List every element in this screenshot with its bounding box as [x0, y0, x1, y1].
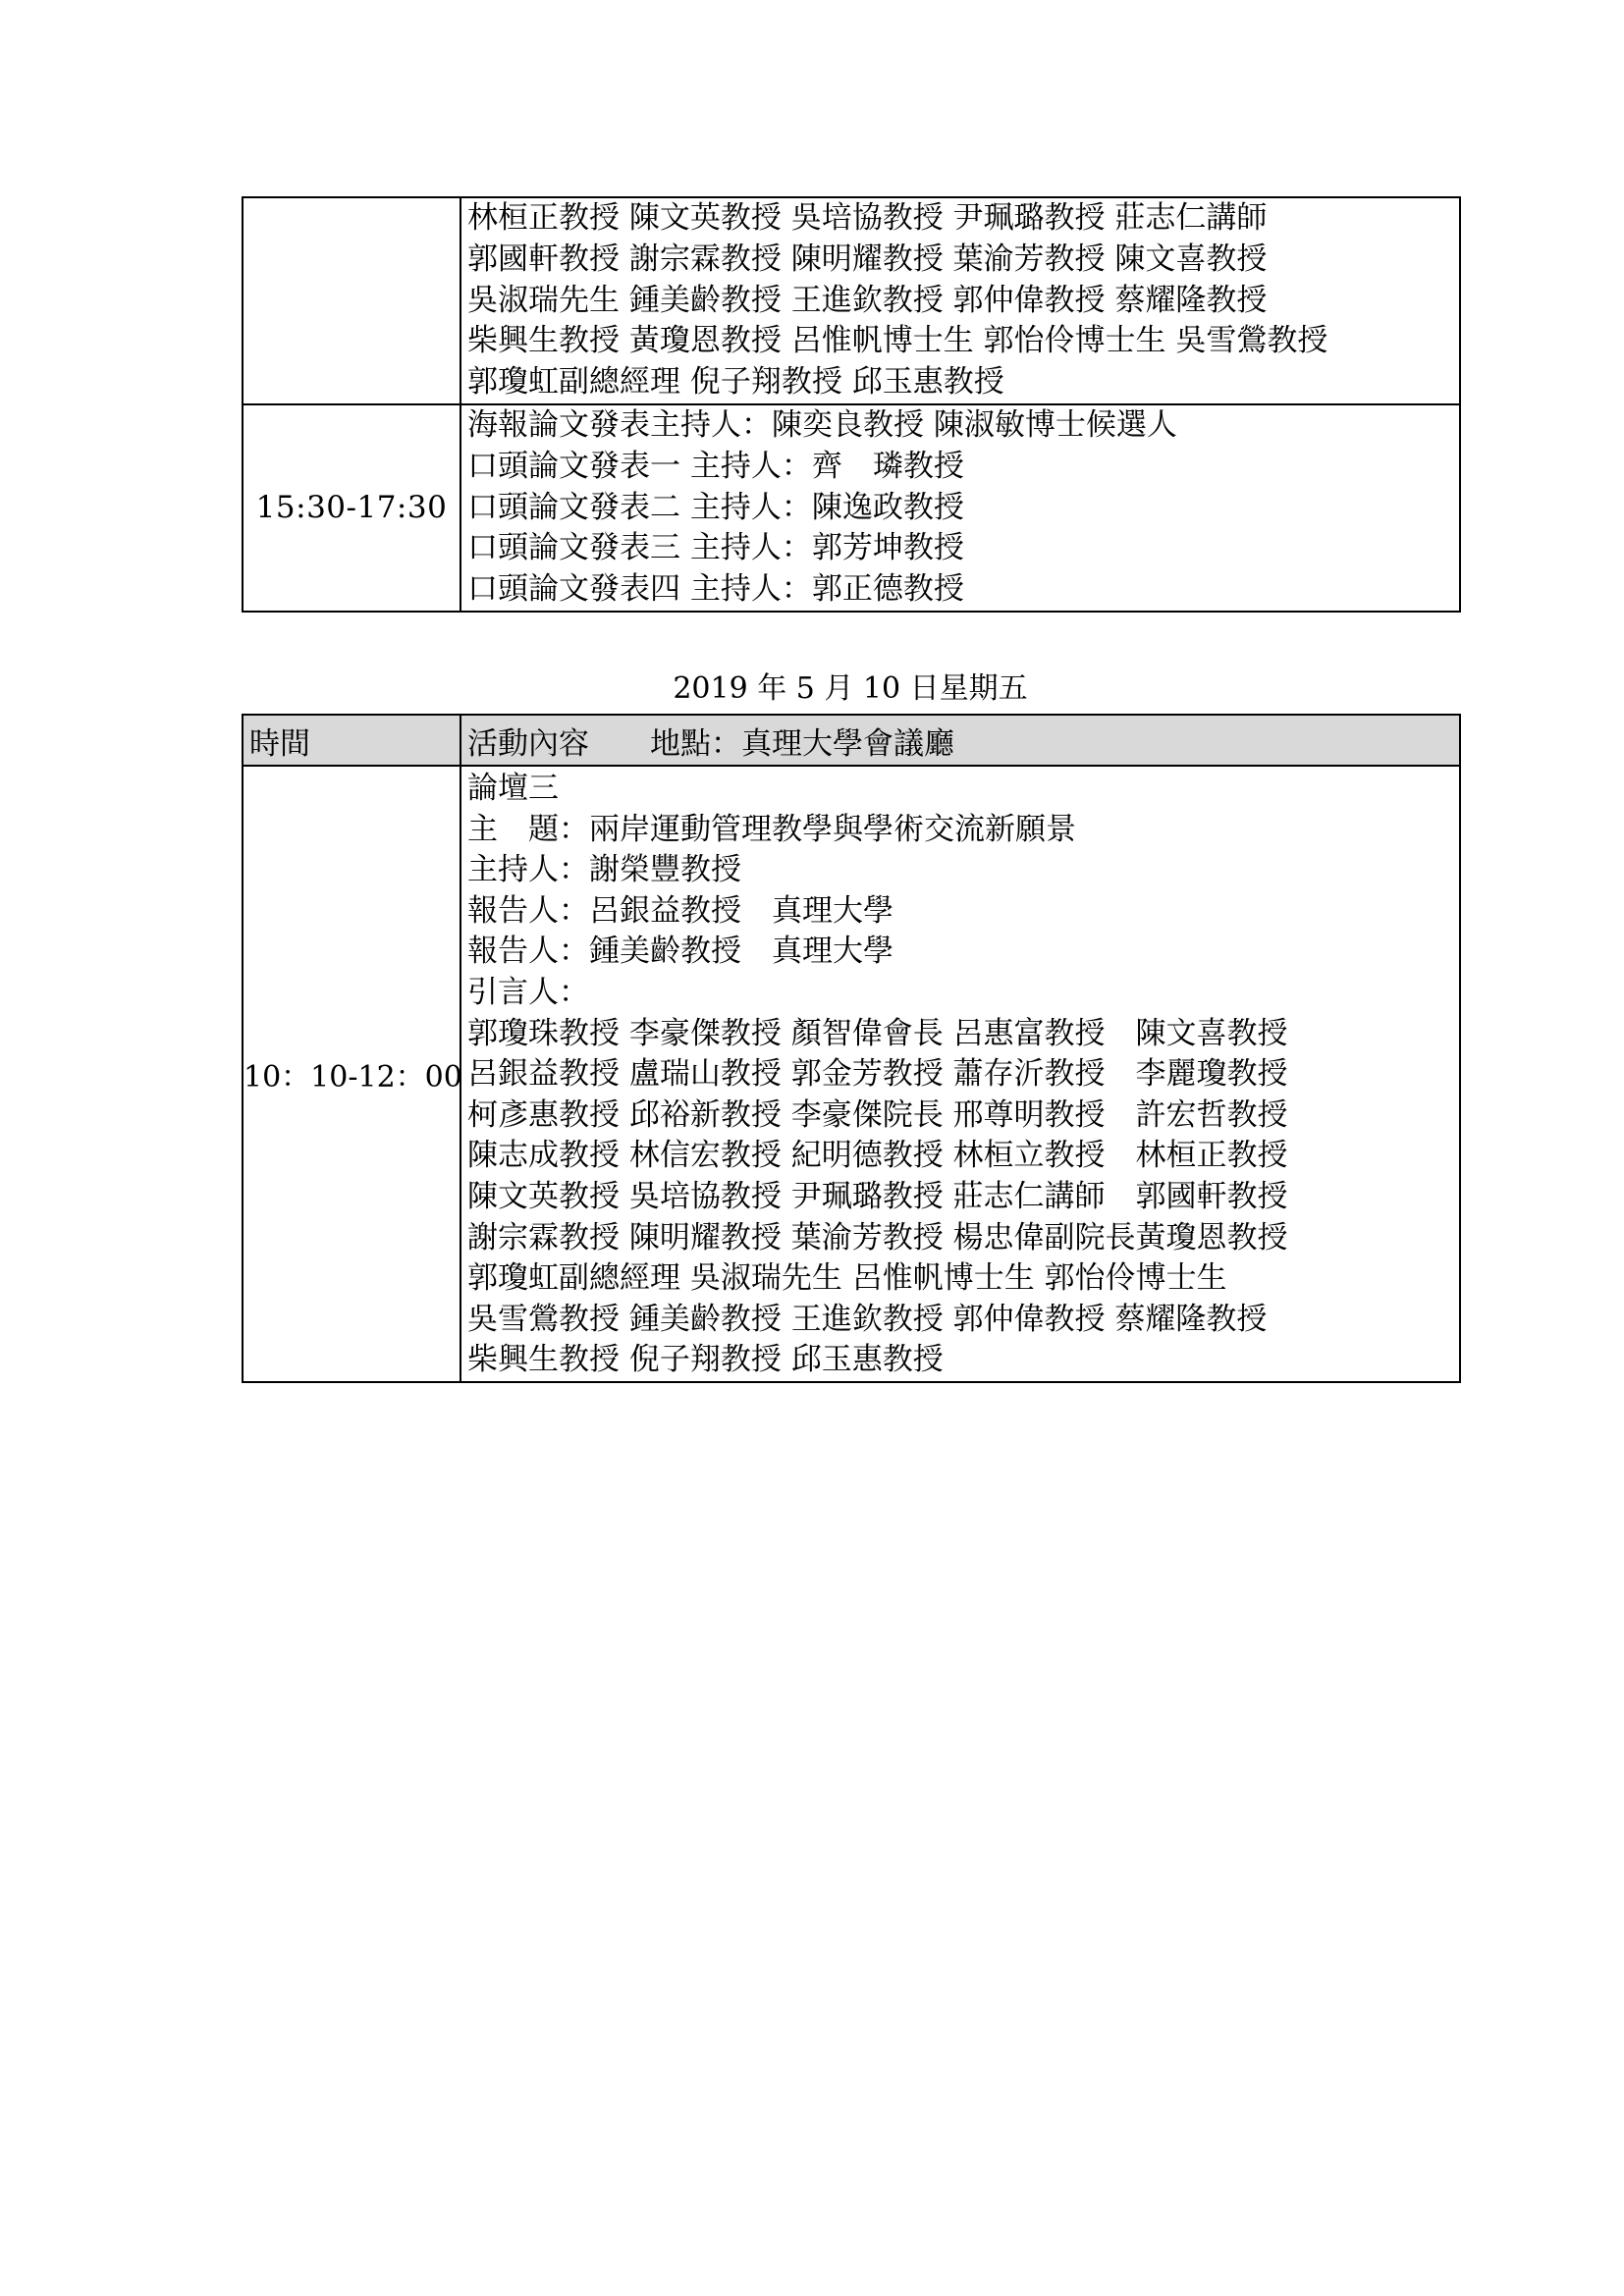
column-header-time: 時間 [243, 715, 460, 766]
time-cell: 15:30-17:30 [243, 404, 460, 612]
time-cell [243, 197, 460, 404]
discussants-line: 陳文英教授 吳培協教授 尹珮璐教授 莊志仁講師 郭國軒教授 [467, 1178, 1288, 1214]
discussants-line: 郭瓊虹副總經理 吳淑瑞先生 呂惟帆博士生 郭怡伶博士生 [467, 1260, 1227, 1297]
forum-presenter: 報告人：鍾美齡教授 真理大學 [467, 934, 893, 970]
participants-line: 郭國軒教授 謝宗霖教授 陳明耀教授 葉渝芳教授 陳文喜教授 [467, 240, 1268, 277]
forum-discussants-label: 引言人： [467, 974, 589, 1010]
discussants-line: 謝宗霖教授 陳明耀教授 葉渝芳教授 楊忠偉副院長黃瓊恩教授 [467, 1219, 1288, 1255]
column-header-content: 活動內容 地點：真理大學會議廳 [460, 715, 1460, 766]
participants-line: 林桓正教授 陳文英教授 吳培協教授 尹珮璐教授 莊志仁講師 [467, 200, 1268, 236]
discussants-line: 郭瓊珠教授 李豪傑教授 顏智偉會長 呂惠富教授 陳文喜教授 [467, 1015, 1288, 1051]
forum-host: 主持人：謝榮豐教授 [467, 852, 741, 888]
discussants-line: 陳志成教授 林信宏教授 紀明德教授 林桓立教授 林桓正教授 [467, 1138, 1288, 1174]
forum-theme: 主 題：兩岸運動管理教學與學術交流新願景 [467, 811, 1076, 847]
date-heading: 2019 年 5 月 10 日星期五 [673, 671, 1028, 706]
forum-presenter: 報告人：呂銀益教授 真理大學 [467, 892, 893, 929]
forum-title: 論壇三 [467, 771, 559, 806]
participants-line: 吳淑瑞先生 鍾美齡教授 王進欽教授 郭仲偉教授 蔡耀隆教授 [467, 282, 1268, 318]
participants-line: 郭瓊虹副總經理 倪子翔教授 邱玉惠教授 [467, 364, 1004, 400]
table-header-row [243, 715, 1460, 766]
table-row [243, 404, 1460, 612]
session-line: 口頭論文發表二 主持人：陳逸政教授 [467, 489, 964, 525]
session-line: 海報論文發表主持人：陳奕良教授 陳淑敏博士候選人 [467, 406, 1177, 443]
discussants-line: 柯彥惠教授 邱裕新教授 李豪傑院長 邢尊明教授 許宏哲教授 [467, 1096, 1288, 1133]
forum-content-cell [460, 766, 1460, 1382]
discussants-line: 柴興生教授 倪子翔教授 邱玉惠教授 [467, 1342, 944, 1378]
session-line: 口頭論文發表三 主持人：郭芳坤教授 [467, 530, 964, 566]
table-row [243, 766, 1460, 1382]
sessions-cell [460, 404, 1460, 612]
session-line: 口頭論文發表四 主持人：郭正德教授 [467, 571, 964, 608]
table-row [243, 197, 1460, 404]
participants-cell [460, 197, 1460, 404]
discussants-line: 呂銀益教授 盧瑞山教授 郭金芳教授 蕭存沂教授 李麗瓊教授 [467, 1056, 1288, 1093]
discussants-line: 吳雪鶯教授 鍾美齡教授 王進欽教授 郭仲偉教授 蔡耀隆教授 [467, 1301, 1268, 1337]
participants-line: 柴興生教授 黃瓊恩教授 呂惟帆博士生 郭怡伶博士生 吳雪鶯教授 [467, 323, 1328, 359]
schedule-table [242, 714, 1461, 1383]
schedule-table-continued [242, 196, 1461, 613]
time-cell: 10：10-12：00 [243, 766, 460, 1382]
session-line: 口頭論文發表一 主持人：齊 璘教授 [467, 448, 964, 484]
